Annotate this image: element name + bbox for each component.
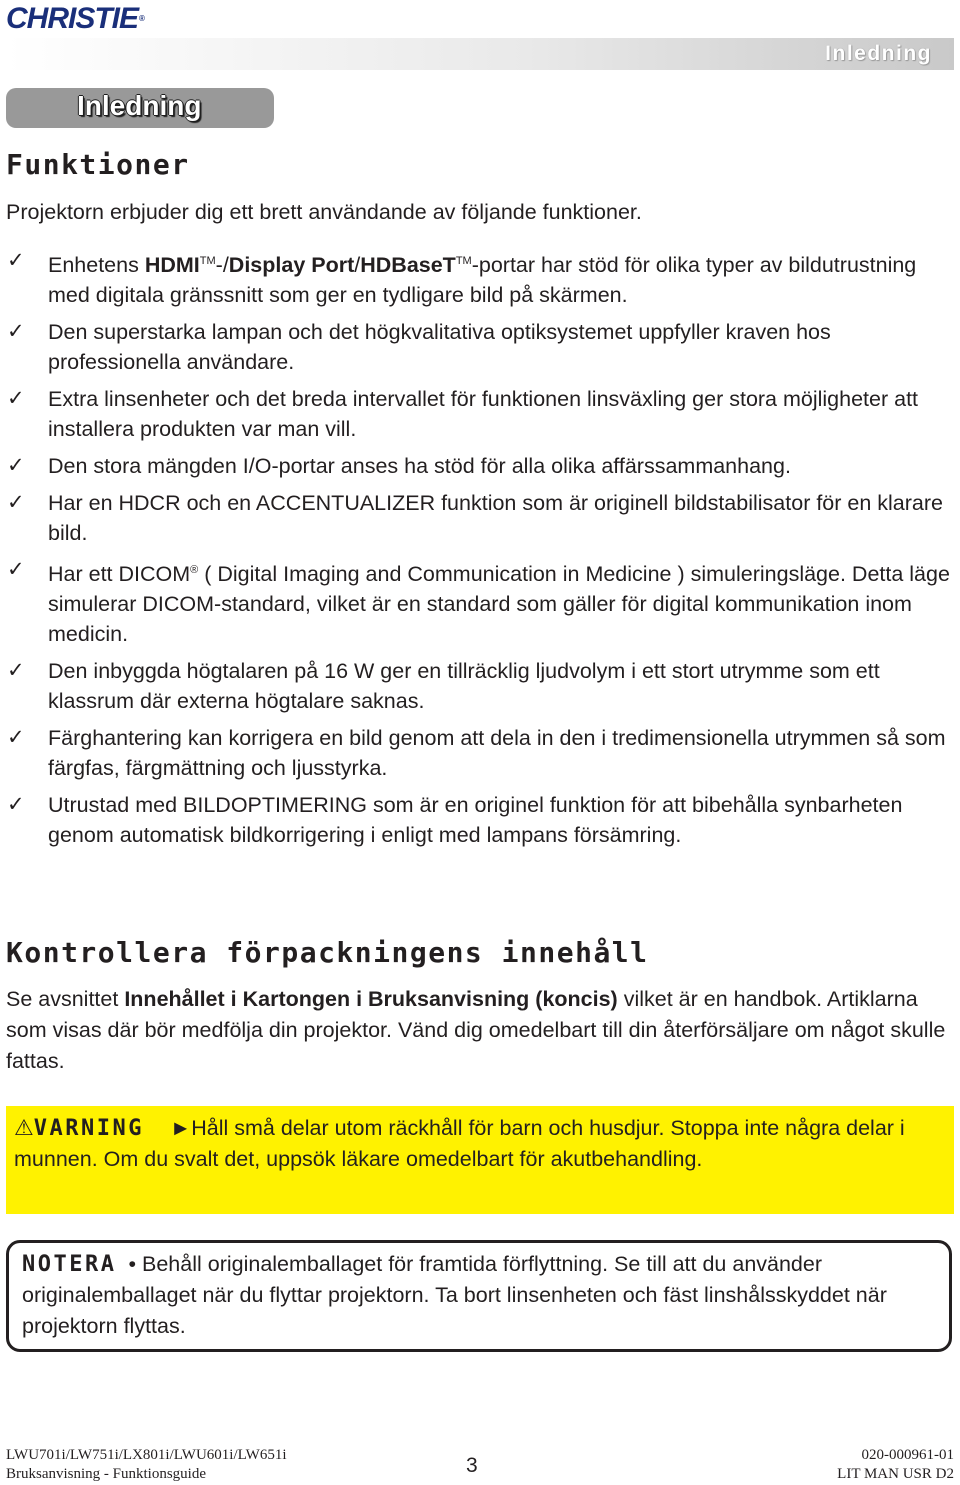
note-box xyxy=(6,1240,952,1352)
feature-item: ✓ Den stora mängden I/O-portar anses ha stöd för alla olika affärssammanhang. xyxy=(6,451,954,481)
feature-item: ✓ Har en HDCR och en ACCENTUALIZER funktion som är originell bildstabilisator för en klarare bild. xyxy=(6,488,954,548)
features-list xyxy=(6,246,954,857)
features-heading: Funktioner xyxy=(6,148,190,181)
note-text: Behåll originalemballaget för framtida förflyttning. Se till att du använder originalemballaget när du flyttar projektorn. Ta bort linsenheten och fäst linshålsskyddet när projektorn flyttas. xyxy=(22,1252,887,1338)
warning-label: VARNING xyxy=(33,1116,144,1141)
checkmark-icon: ✓ xyxy=(7,726,25,749)
checkmark-icon: ✓ xyxy=(7,491,25,514)
section-tab xyxy=(6,88,274,128)
checkmark-icon: ✓ xyxy=(7,249,25,272)
footer-left xyxy=(6,1446,287,1484)
footer-doc-code: LIT MAN USR D2 xyxy=(837,1466,954,1482)
checkmark-icon: ✓ xyxy=(7,659,25,682)
package-paragraph: Se avsnittet Innehållet i Kartongen i Bruksanvisning (koncis) vilket är en handbok. Artiklarna som visas där bör medfölja din projektor. Vänd dig omedelbart till din återförsäljare om något skulle fattas. xyxy=(6,987,946,1073)
footer-models: LWU701i/LW751i/LX801i/LWU601i/LW651i xyxy=(6,1447,287,1463)
page-number: 3 xyxy=(466,1454,478,1477)
footer-guide: Bruksanvisning - Funktionsguide xyxy=(6,1466,207,1482)
footer-doc-number: 020-000961-01 xyxy=(861,1447,954,1463)
note-label: NOTERA xyxy=(22,1252,117,1277)
christie-logo: CHRISTIE® xyxy=(6,2,144,35)
footer-right xyxy=(837,1446,954,1484)
features-intro: Projektorn erbjuder dig ett brett användande av följande funktioner. xyxy=(6,200,642,224)
checkmark-icon: ✓ xyxy=(7,454,25,477)
warning-box xyxy=(6,1106,954,1214)
feature-item: ✓ Har ett DICOM® ( Digital Imaging and Communication in Medicine ) simuleringsläge. Detta läge simulerar DICOM-standard, vilket är en standard som gäller för digital kommunikation inom medicin. xyxy=(6,555,954,649)
checkmark-icon: ✓ xyxy=(7,387,25,410)
checkmark-icon: ✓ xyxy=(7,320,25,343)
bullet-icon: • xyxy=(128,1252,137,1276)
running-header-title: Inledning xyxy=(825,42,932,65)
package-heading: Kontrollera förpackningens innehåll xyxy=(6,936,649,969)
feature-item: ✓ Den superstarka lampan och det högkvalitativa optiksystemet uppfyller kraven hos professionella användare. xyxy=(6,317,954,377)
feature-item: ✓ Utrustad med BILDOPTIMERING som är en originel funktion för att bibehålla synbarheten genom automatisk bildkorrigering i enligt med lampans försämring. xyxy=(6,790,954,850)
section-tab-label: Inledning xyxy=(77,90,202,121)
checkmark-icon: ✓ xyxy=(7,793,25,816)
header-bar xyxy=(6,38,954,70)
feature-item: ✓ Den inbyggda högtalaren på 16 W ger en tillräcklig ljudvolym i ett stort utrymme som ett klassrum där externa högtalare saknas. xyxy=(6,656,954,716)
feature-item: ✓ Enhetens HDMI™-/Display Port/HDBaseT™-portar har stöd för olika typer av bildutrustning med digitala gränssnitt som ger en tydligare bild på skärmen. xyxy=(6,246,954,310)
feature-item: ✓ Extra linsenheter och det breda intervallet för funktionen linsväxling ger stora möjligheter att installera produkten var man vill. xyxy=(6,384,954,444)
manual-reference: Innehållet i Kartongen i Bruksanvisning (koncis) xyxy=(124,987,618,1011)
warning-triangle-icon: ⚠ xyxy=(14,1115,34,1140)
checkmark-icon: ✓ xyxy=(7,558,25,581)
feature-item: ✓ Färghantering kan korrigera en bild genom att dela in den i tredimensionella utrymmen så som färgfas, färgmättning och ljusstyrka. xyxy=(6,723,954,783)
warning-text: Håll små delar utom räckhåll för barn och husdjur. Stoppa inte några delar i munnen. Om du svalt det, uppsök läkare omedelbart för akutbehandling. xyxy=(14,1116,905,1171)
arrow-right-icon: ► xyxy=(169,1116,192,1140)
